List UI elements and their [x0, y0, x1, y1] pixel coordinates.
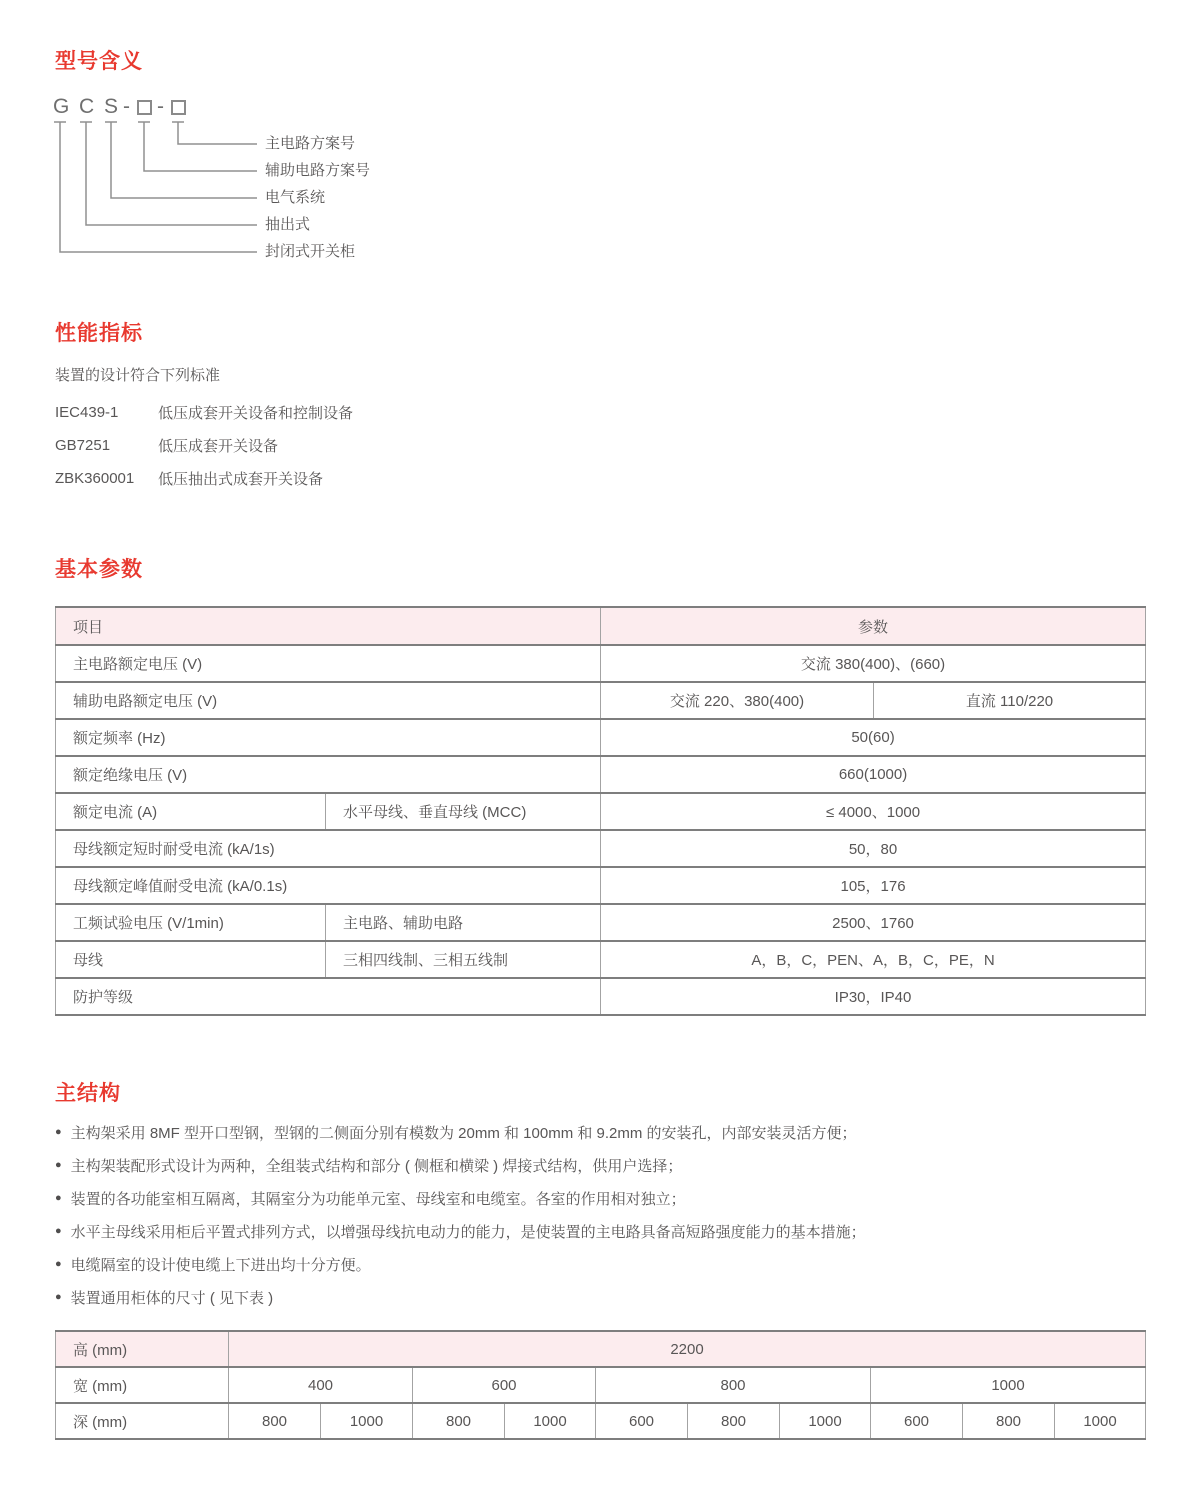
model-letter-g: G: [53, 95, 70, 118]
table-cell: 额定频率 (Hz): [56, 719, 601, 756]
table-row: [56, 867, 1146, 904]
table-row: [56, 645, 1146, 682]
table-cell: 600: [596, 1403, 688, 1439]
bullet-text: 水平主母线采用柜后平置式排列方式，以增强母线抗电动力的能力，是使装置的主电路具备高短路强度能力的基本措施；: [70, 1223, 866, 1241]
table-cell: 母线额定峰值耐受电流 (kA/0.1s): [56, 867, 601, 904]
table-cell: 800: [413, 1403, 505, 1439]
standard-desc: 低压成套开关设备和控制设备: [158, 404, 354, 422]
standard-row: [55, 468, 755, 488]
table-cell: 防护等级: [56, 978, 601, 1015]
table-cell: 直流 110/220: [874, 682, 1146, 719]
table-cell: IP30，IP40: [601, 978, 1146, 1015]
diagram-label: 辅助电路方案号: [265, 162, 371, 179]
bullet-item: [55, 1287, 1165, 1307]
table-cell: 额定电流 (A): [56, 793, 326, 830]
performance-standards: [55, 366, 755, 501]
section-heading-performance: 性能指标: [55, 322, 143, 345]
table-row: [56, 793, 1146, 830]
table-cell: 工频试验电压 (V/1min): [56, 904, 326, 941]
diagram-label: 封闭式开关柜: [265, 243, 356, 260]
table-row: [56, 1331, 1146, 1367]
bullet-text: 主构架采用 8MF 型开口型钢，型钢的二侧面分别有模数为 20mm 和 100mm 和 9.2mm 的安装孔，内部安装灵活方便；: [70, 1124, 857, 1142]
table-row: [56, 830, 1146, 867]
bullet-icon: ●: [55, 1192, 62, 1204]
standard-code: ZBK360001: [55, 469, 135, 487]
table-cell: 额定绝缘电压 (V): [56, 756, 601, 793]
table-cell: A，B，C，PEN、A，B，C，PE，N: [601, 941, 1146, 978]
column-header-param: 参数: [601, 607, 1146, 645]
table-header-row: [56, 607, 1146, 645]
basic-params-body: [56, 607, 1146, 1015]
model-letter-s: S: [104, 95, 119, 118]
table-cell: 母线: [56, 941, 326, 978]
bullet-text: 装置通用柜体的尺寸 ( 见下表 ): [70, 1289, 274, 1307]
table-cell: 400: [229, 1367, 413, 1403]
bullet-text: 主构架装配形式设计为两种，全组装式结构和部分 ( 侧框和横梁 ) 焊接式结构，供用户选择；: [70, 1157, 683, 1175]
section-heading-basic-params: 基本参数: [55, 558, 143, 581]
section-heading-main-structure: 主结构: [55, 1082, 121, 1105]
standard-row: [55, 402, 755, 422]
standard-row: [55, 435, 755, 455]
table-cell: 1000: [505, 1403, 596, 1439]
bullet-icon: ●: [55, 1126, 62, 1138]
dimensions-table: [55, 1330, 1146, 1440]
table-cell: 600: [413, 1367, 596, 1403]
table-cell: 105，176: [601, 867, 1146, 904]
main-structure-bullets: [55, 1122, 1165, 1320]
table-cell: 800: [229, 1403, 321, 1439]
model-letter-c: C: [79, 95, 95, 118]
bullet-text: 电缆隔室的设计使电缆上下进出均十分方便。: [70, 1256, 371, 1274]
bullet-item: [55, 1221, 1165, 1241]
table-cell: 2500、1760: [601, 904, 1146, 941]
table-cell: 800: [963, 1403, 1055, 1439]
table-cell: 主电路额定电压 (V): [56, 645, 601, 682]
table-cell: 三相四线制、三相五线制: [326, 941, 601, 978]
dimension-label: 宽 (mm): [56, 1367, 229, 1403]
table-row: [56, 941, 1146, 978]
table-cell: 母线额定短时耐受电流 (kA/1s): [56, 830, 601, 867]
section-heading-model-meaning: 型号含义: [55, 50, 143, 73]
table-cell: 1000: [321, 1403, 413, 1439]
table-row: [56, 756, 1146, 793]
bullet-item: [55, 1122, 1165, 1142]
table-cell: 主电路、辅助电路: [326, 904, 601, 941]
standards-intro: 装置的设计符合下列标准: [55, 367, 221, 384]
diagram-label: 电气系统: [265, 189, 326, 206]
diagram-label: 抽出式: [265, 216, 311, 233]
table-row: [56, 719, 1146, 756]
table-cell: 800: [688, 1403, 780, 1439]
table-cell: 水平母线、垂直母线 (MCC): [326, 793, 601, 830]
table-cell: 660(1000): [601, 756, 1146, 793]
column-header-item: 项目: [56, 607, 601, 645]
dimension-label: 深 (mm): [56, 1403, 229, 1439]
table-cell: 1000: [871, 1367, 1146, 1403]
table-row: [56, 682, 1146, 719]
table-cell: 辅助电路额定电压 (V): [56, 682, 601, 719]
table-cell: 50，80: [601, 830, 1146, 867]
table-cell: 1000: [780, 1403, 871, 1439]
table-cell: 交流 220、380(400): [601, 682, 874, 719]
connector-lines-icon: [0, 95, 1100, 270]
dimensions-body: [56, 1331, 1146, 1439]
table-row: [56, 1403, 1146, 1439]
standard-code: IEC439-1: [55, 403, 119, 421]
bullet-item: [55, 1254, 1165, 1274]
diagram-label: 主电路方案号: [265, 135, 356, 152]
bullet-text: 装置的各功能室相互隔离，其隔室分为功能单元室、母线室和电缆室。各室的作用相对独立；: [70, 1190, 686, 1208]
standard-desc: 低压抽出式成套开关设备: [158, 470, 324, 488]
table-row: [56, 904, 1146, 941]
bullet-icon: ●: [55, 1159, 62, 1171]
standard-code: GB7251: [55, 436, 111, 454]
basic-params-table: [55, 606, 1146, 1016]
bullet-icon: ●: [55, 1291, 62, 1303]
table-cell: 1000: [1055, 1403, 1146, 1439]
table-cell: 50(60): [601, 719, 1146, 756]
bullet-item: [55, 1188, 1165, 1208]
table-row: [56, 978, 1146, 1015]
table-cell: 600: [871, 1403, 963, 1439]
standard-desc: 低压成套开关设备: [158, 437, 279, 455]
table-cell: ≤ 4000、1000: [601, 793, 1146, 830]
dimension-label: 高 (mm): [56, 1331, 229, 1367]
bullet-icon: ●: [55, 1225, 62, 1237]
table-cell: 交流 380(400)、(660): [601, 645, 1146, 682]
table-cell: 800: [596, 1367, 871, 1403]
model-separator: -: [157, 95, 164, 118]
model-code-diagram: [0, 95, 1100, 270]
table-cell: 2200: [229, 1331, 1146, 1367]
bullet-item: [55, 1155, 1165, 1175]
table-row: [56, 1367, 1146, 1403]
model-separator: -: [123, 95, 130, 118]
bullet-icon: ●: [55, 1258, 62, 1270]
